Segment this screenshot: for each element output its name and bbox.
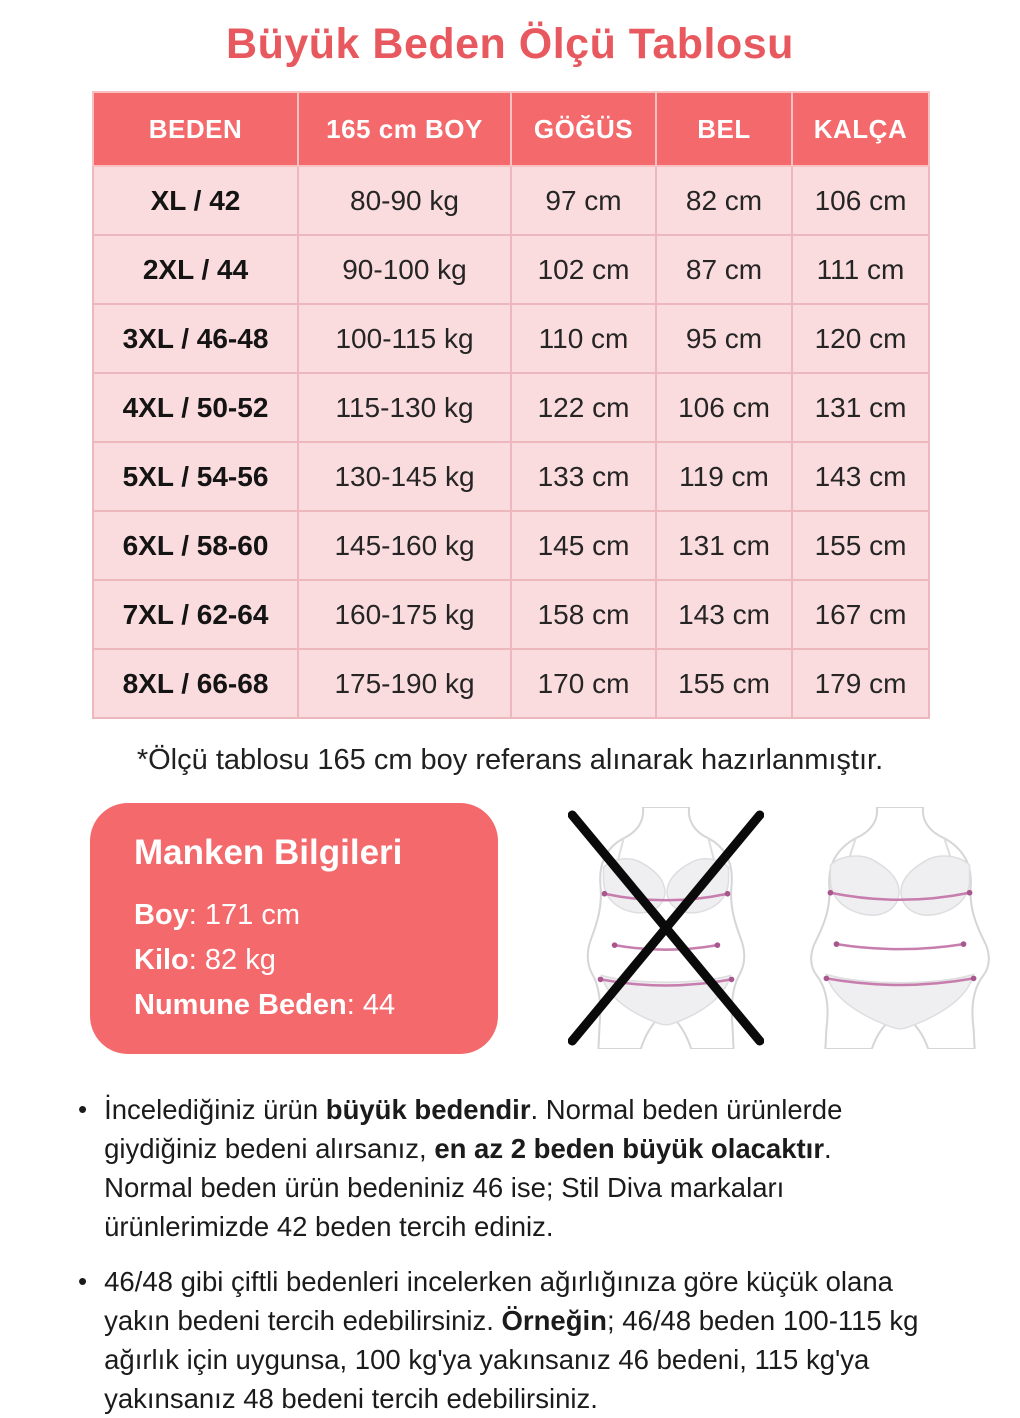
note-text: 46/48 gibi çiftli bedenleri incelerken ağırlığınıza göre küçük olana yakın bedeni tercih edebilirsiniz. Örneğin; 46/48 beden 100-115 kg ağırlık için uygunsa, 100 kg'ya yakınsanız 46 bedeni, 115 kg'ya yakınsanız 48 bedeni tercih edebilirsiniz.: [104, 1266, 919, 1414]
measure-cell: 100-115 kg: [298, 304, 511, 373]
model-info-section: [90, 803, 1020, 1054]
measure-cell: 133 cm: [511, 442, 656, 511]
size-cell: 8XL / 66-68: [93, 649, 298, 718]
measure-cell: 131 cm: [792, 373, 929, 442]
measure-cell: 158 cm: [511, 580, 656, 649]
column-header: GÖĞÜS: [511, 92, 656, 166]
note-item: [78, 1262, 928, 1418]
column-header: KALÇA: [792, 92, 929, 166]
bullet-icon: •: [78, 1266, 88, 1296]
measure-cell: 160-175 kg: [298, 580, 511, 649]
model-info-title: Manken Bilgileri: [134, 833, 403, 872]
page-title: Büyük Beden Ölçü Tablosu: [226, 20, 794, 68]
measure-cell: 97 cm: [511, 166, 656, 235]
measure-cell: 145-160 kg: [298, 511, 511, 580]
table-footnote: *Ölçü tablosu 165 cm boy referans alınarak hazırlanmıştır.: [136, 744, 884, 776]
notes-section: [78, 1090, 928, 1418]
size-cell: 2XL / 44: [93, 235, 298, 304]
size-cell: 5XL / 54-56: [93, 442, 298, 511]
measure-cell: 110 cm: [511, 304, 656, 373]
table-row: [93, 235, 929, 304]
measure-cell: 175-190 kg: [298, 649, 511, 718]
size-cell: 3XL / 46-48: [93, 304, 298, 373]
size-cell: 6XL / 58-60: [93, 511, 298, 580]
measure-cell: 143 cm: [656, 580, 792, 649]
measure-cell: 111 cm: [792, 235, 929, 304]
measure-cell: 155 cm: [792, 511, 929, 580]
model-info-card: [90, 803, 498, 1054]
column-header: 165 cm BOY: [298, 92, 511, 166]
measure-cell: 102 cm: [511, 235, 656, 304]
measure-cell: 82 cm: [656, 166, 792, 235]
table-header-row: [93, 92, 929, 166]
measure-cell: 90-100 kg: [298, 235, 511, 304]
size-cell: 7XL / 62-64: [93, 580, 298, 649]
plus-size-body-icon: [796, 807, 1004, 1049]
measure-cell: 80-90 kg: [298, 166, 511, 235]
measure-cell: 87 cm: [656, 235, 792, 304]
bullet-icon: •: [78, 1094, 88, 1124]
measure-cell: 179 cm: [792, 649, 929, 718]
measure-cell: 106 cm: [792, 166, 929, 235]
table-row: [93, 442, 929, 511]
measure-cell: 170 cm: [511, 649, 656, 718]
size-cell: 4XL / 50-52: [93, 373, 298, 442]
size-table: [92, 91, 930, 719]
measure-cell: 122 cm: [511, 373, 656, 442]
note-item: [78, 1090, 928, 1246]
measure-cell: 143 cm: [792, 442, 929, 511]
table-row: [93, 580, 929, 649]
measure-cell: 167 cm: [792, 580, 929, 649]
measure-cell: 120 cm: [792, 304, 929, 373]
measure-cell: 106 cm: [656, 373, 792, 442]
column-header: BEL: [656, 92, 792, 166]
measure-cell: 119 cm: [656, 442, 792, 511]
model-weight-line: Kilo: 82 kg: [134, 944, 276, 976]
column-header: BEDEN: [93, 92, 298, 166]
table-row: [93, 373, 929, 442]
table-row: [93, 304, 929, 373]
size-cell: XL / 42: [93, 166, 298, 235]
table-row: [93, 649, 929, 718]
model-sample-size-line: Numune Beden: 44: [134, 989, 396, 1021]
measure-cell: 95 cm: [656, 304, 792, 373]
table-row: [93, 166, 929, 235]
measure-cell: 155 cm: [656, 649, 792, 718]
measure-cell: 131 cm: [656, 511, 792, 580]
note-text: İncelediğiniz ürün büyük bedendir. Normal beden ürünlerde giydiğiniz bedeni alırsanız, en az 2 beden büyük olacaktır. Normal beden ürün bedeniniz 46 ise; Stil Diva markaları ürünlerimizde 42 beden tercih ediniz.: [104, 1094, 843, 1242]
measure-cell: 115-130 kg: [298, 373, 511, 442]
measure-cell: 145 cm: [511, 511, 656, 580]
body-figures: [568, 803, 1004, 1049]
model-height-line: Boy: 171 cm: [134, 899, 301, 931]
table-row: [93, 511, 929, 580]
slim-body-crossed-icon: [568, 807, 764, 1049]
measure-cell: 130-145 kg: [298, 442, 511, 511]
